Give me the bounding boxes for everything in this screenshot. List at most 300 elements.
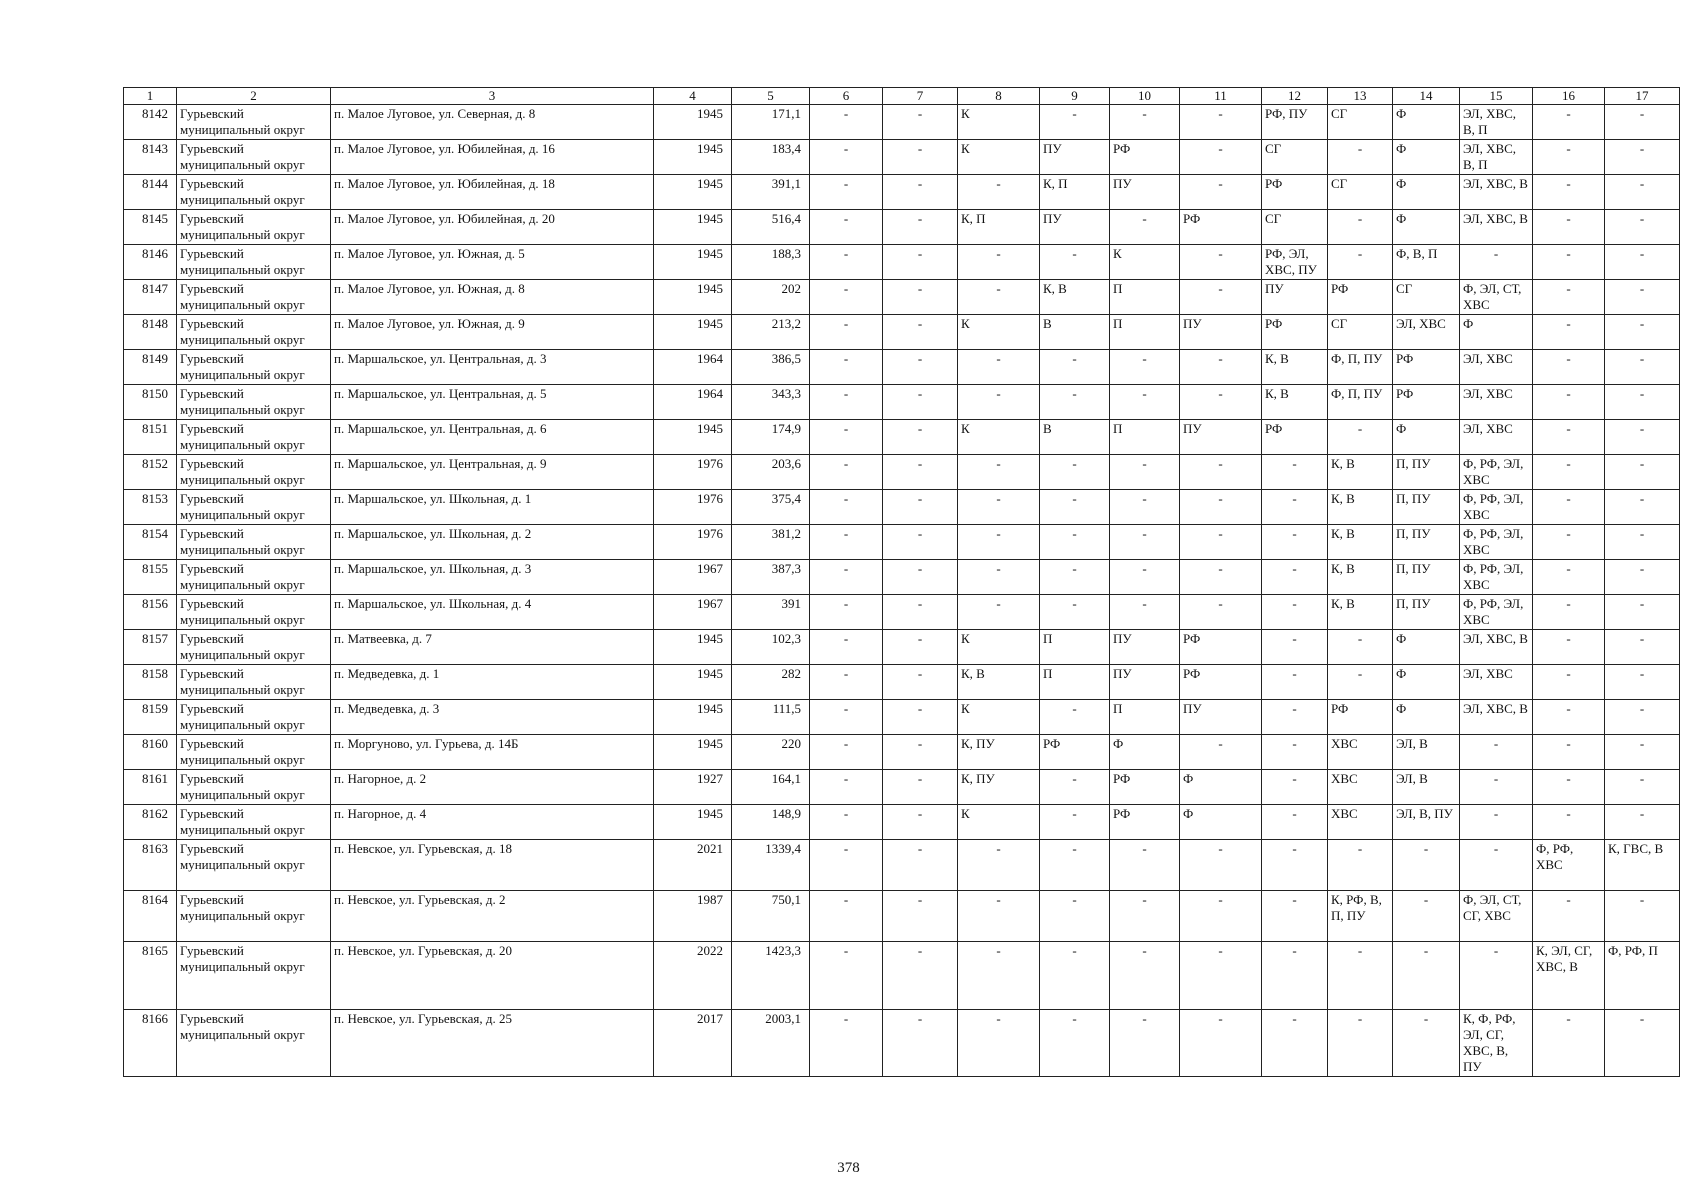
table-cell-col-13: - [1328, 1010, 1393, 1077]
table-body [124, 105, 1680, 1077]
table-cell-col-16: - [1533, 420, 1605, 455]
table-cell-col-12: ПУ [1262, 280, 1328, 315]
table-cell-col-14: ЭЛ, В [1393, 735, 1460, 770]
table-cell-col-14: ЭЛ, В, ПУ [1393, 805, 1460, 840]
table-row [124, 891, 1680, 942]
table-cell-col-17: - [1605, 891, 1680, 942]
table-cell-col-16: - [1533, 245, 1605, 280]
table-cell-col-17: - [1605, 770, 1680, 805]
table-cell-col-10: - [1110, 385, 1180, 420]
table-cell-col-11: - [1180, 385, 1262, 420]
table-cell-col-6: - [810, 560, 883, 595]
table-cell-col-10: П [1110, 700, 1180, 735]
table-cell-col-9: В [1040, 315, 1110, 350]
table-cell-col-16: Ф, РФ, ХВС [1533, 840, 1605, 891]
table-cell-col-17: - [1605, 210, 1680, 245]
table-cell-col-16: - [1533, 805, 1605, 840]
table-cell-col-2: Гурьевский муниципальный округ [177, 665, 331, 700]
table-cell-col-13: К, В [1328, 560, 1393, 595]
table-cell-col-10: ПУ [1110, 630, 1180, 665]
table-row [124, 490, 1680, 525]
table-cell-col-14: П, ПУ [1393, 490, 1460, 525]
table-cell-col-4: 1945 [654, 665, 732, 700]
table-cell-col-14: - [1393, 891, 1460, 942]
table-cell-col-14: РФ [1393, 385, 1460, 420]
table-header [124, 88, 1680, 105]
table-cell-col-8: - [958, 280, 1040, 315]
table-cell-col-1: 8153 [124, 490, 177, 525]
table-cell-col-13: РФ [1328, 280, 1393, 315]
table-cell-col-7: - [883, 245, 958, 280]
table-cell-col-3: п. Маршальское, ул. Центральная, д. 9 [331, 455, 654, 490]
table-cell-col-8: К [958, 315, 1040, 350]
table-cell-col-15: - [1460, 942, 1533, 1010]
table-cell-col-4: 1945 [654, 210, 732, 245]
table-cell-col-3: п. Моргуново, ул. Гурьева, д. 14Б [331, 735, 654, 770]
table-cell-col-9: - [1040, 105, 1110, 140]
table-cell-col-5: 343,3 [732, 385, 810, 420]
table-cell-col-1: 8147 [124, 280, 177, 315]
table-cell-col-4: 1964 [654, 385, 732, 420]
table-cell-col-1: 8150 [124, 385, 177, 420]
table-cell-col-15: ЭЛ, ХВС [1460, 385, 1533, 420]
column-header-6: 6 [810, 88, 883, 105]
table-cell-col-8: К [958, 805, 1040, 840]
table-cell-col-12: - [1262, 770, 1328, 805]
column-header-12: 12 [1262, 88, 1328, 105]
column-header-13: 13 [1328, 88, 1393, 105]
table-cell-col-16: К, ЭЛ, СГ, ХВС, В [1533, 942, 1605, 1010]
table-cell-col-15: К, Ф, РФ, ЭЛ, СГ, ХВС, В, ПУ [1460, 1010, 1533, 1077]
table-cell-col-11: РФ [1180, 210, 1262, 245]
table-cell-col-16: - [1533, 700, 1605, 735]
table-cell-col-7: - [883, 280, 958, 315]
table-cell-col-2: Гурьевский муниципальный округ [177, 245, 331, 280]
table-cell-col-8: К, ПУ [958, 735, 1040, 770]
table-cell-col-17: - [1605, 175, 1680, 210]
table-cell-col-10: ПУ [1110, 665, 1180, 700]
table-cell-col-8: - [958, 175, 1040, 210]
table-cell-col-13: ХВС [1328, 770, 1393, 805]
table-cell-col-12: РФ [1262, 315, 1328, 350]
table-cell-col-5: 387,3 [732, 560, 810, 595]
table-cell-col-12: - [1262, 840, 1328, 891]
table-cell-col-12: РФ [1262, 420, 1328, 455]
column-header-7: 7 [883, 88, 958, 105]
table-cell-col-9: К, В [1040, 280, 1110, 315]
table-cell-col-6: - [810, 385, 883, 420]
header-row [124, 88, 1680, 105]
table-cell-col-7: - [883, 735, 958, 770]
table-cell-col-10: РФ [1110, 770, 1180, 805]
table-cell-col-8: К [958, 420, 1040, 455]
table-cell-col-12: СГ [1262, 140, 1328, 175]
table-cell-col-10: - [1110, 1010, 1180, 1077]
table-cell-col-6: - [810, 210, 883, 245]
table-cell-col-16: - [1533, 630, 1605, 665]
table-cell-col-4: 1945 [654, 805, 732, 840]
table-cell-col-13: К, В [1328, 525, 1393, 560]
table-cell-col-10: - [1110, 210, 1180, 245]
table-cell-col-8: К [958, 630, 1040, 665]
table-cell-col-4: 1945 [654, 280, 732, 315]
table-cell-col-1: 8156 [124, 595, 177, 630]
table-cell-col-6: - [810, 630, 883, 665]
table-cell-col-9: - [1040, 891, 1110, 942]
table-cell-col-4: 1976 [654, 490, 732, 525]
table-cell-col-15: ЭЛ, ХВС, В [1460, 210, 1533, 245]
table-cell-col-13: - [1328, 665, 1393, 700]
table-cell-col-7: - [883, 942, 958, 1010]
table-cell-col-1: 8152 [124, 455, 177, 490]
data-table [123, 87, 1680, 1077]
table-cell-col-8: - [958, 385, 1040, 420]
table-cell-col-10: - [1110, 942, 1180, 1010]
table-cell-col-1: 8143 [124, 140, 177, 175]
table-cell-col-15: ЭЛ, ХВС [1460, 665, 1533, 700]
table-row [124, 105, 1680, 140]
table-cell-col-9: - [1040, 490, 1110, 525]
table-cell-col-13: К, В [1328, 455, 1393, 490]
table-cell-col-9: - [1040, 385, 1110, 420]
table-cell-col-2: Гурьевский муниципальный округ [177, 942, 331, 1010]
table-cell-col-17: - [1605, 105, 1680, 140]
table-cell-col-17: - [1605, 595, 1680, 630]
table-cell-col-1: 8144 [124, 175, 177, 210]
table-cell-col-10: П [1110, 420, 1180, 455]
table-cell-col-9: П [1040, 630, 1110, 665]
table-cell-col-5: 381,2 [732, 525, 810, 560]
table-cell-col-13: Ф, П, ПУ [1328, 385, 1393, 420]
table-cell-col-2: Гурьевский муниципальный округ [177, 630, 331, 665]
table-cell-col-1: 8161 [124, 770, 177, 805]
table-cell-col-7: - [883, 595, 958, 630]
table-cell-col-17: Ф, РФ, П [1605, 942, 1680, 1010]
table-cell-col-10: - [1110, 560, 1180, 595]
table-cell-col-4: 2017 [654, 1010, 732, 1077]
table-cell-col-4: 1945 [654, 700, 732, 735]
table-cell-col-15: Ф, ЭЛ, СТ, СГ, ХВС [1460, 891, 1533, 942]
table-cell-col-11: - [1180, 245, 1262, 280]
table-cell-col-16: - [1533, 210, 1605, 245]
table-row [124, 840, 1680, 891]
column-header-14: 14 [1393, 88, 1460, 105]
table-cell-col-4: 1945 [654, 245, 732, 280]
table-cell-col-8: К [958, 140, 1040, 175]
table-cell-col-7: - [883, 420, 958, 455]
table-cell-col-2: Гурьевский муниципальный округ [177, 175, 331, 210]
table-cell-col-2: Гурьевский муниципальный округ [177, 490, 331, 525]
page-number: 378 [837, 1160, 860, 1176]
table-cell-col-1: 8162 [124, 805, 177, 840]
table-cell-col-3: п. Медведевка, д. 3 [331, 700, 654, 735]
table-cell-col-15: ЭЛ, ХВС, В [1460, 630, 1533, 665]
table-cell-col-14: Ф [1393, 665, 1460, 700]
table-cell-col-2: Гурьевский муниципальный округ [177, 315, 331, 350]
table-cell-col-11: - [1180, 525, 1262, 560]
table-cell-col-5: 2003,1 [732, 1010, 810, 1077]
table-cell-col-7: - [883, 315, 958, 350]
table-cell-col-17: - [1605, 525, 1680, 560]
table-cell-col-3: п. Нагорное, д. 4 [331, 805, 654, 840]
table-cell-col-2: Гурьевский муниципальный округ [177, 525, 331, 560]
table-cell-col-6: - [810, 665, 883, 700]
table-cell-col-17: - [1605, 455, 1680, 490]
table-cell-col-15: Ф, РФ, ЭЛ, ХВС [1460, 490, 1533, 525]
table-cell-col-9: РФ [1040, 735, 1110, 770]
column-header-1: 1 [124, 88, 177, 105]
column-header-2: 2 [177, 88, 331, 105]
table-cell-col-10: П [1110, 280, 1180, 315]
table-cell-col-13: К, В [1328, 490, 1393, 525]
table-cell-col-14: Ф [1393, 700, 1460, 735]
table-cell-col-8: - [958, 560, 1040, 595]
table-cell-col-5: 516,4 [732, 210, 810, 245]
table-cell-col-10: РФ [1110, 805, 1180, 840]
table-cell-col-1: 8154 [124, 525, 177, 560]
table-cell-col-6: - [810, 805, 883, 840]
table-cell-col-6: - [810, 140, 883, 175]
table-cell-col-16: - [1533, 315, 1605, 350]
table-cell-col-3: п. Малое Луговое, ул. Юбилейная, д. 20 [331, 210, 654, 245]
table-cell-col-7: - [883, 140, 958, 175]
table-cell-col-8: - [958, 1010, 1040, 1077]
table-cell-col-17: - [1605, 490, 1680, 525]
table-cell-col-17: - [1605, 280, 1680, 315]
table-row [124, 455, 1680, 490]
table-cell-col-2: Гурьевский муниципальный округ [177, 420, 331, 455]
table-cell-col-3: п. Маршальское, ул. Школьная, д. 4 [331, 595, 654, 630]
table-cell-col-14: П, ПУ [1393, 560, 1460, 595]
table-cell-col-16: - [1533, 105, 1605, 140]
table-cell-col-4: 1945 [654, 315, 732, 350]
table-cell-col-8: К, ПУ [958, 770, 1040, 805]
table-cell-col-9: - [1040, 942, 1110, 1010]
table-cell-col-15: Ф, РФ, ЭЛ, ХВС [1460, 525, 1533, 560]
table-row [124, 942, 1680, 1010]
table-cell-col-12: - [1262, 525, 1328, 560]
table-cell-col-6: - [810, 840, 883, 891]
table-cell-col-7: - [883, 560, 958, 595]
table-cell-col-4: 1945 [654, 105, 732, 140]
table-cell-col-14: Ф [1393, 420, 1460, 455]
table-cell-col-8: К, В [958, 665, 1040, 700]
table-cell-col-13: ХВС [1328, 805, 1393, 840]
table-cell-col-1: 8160 [124, 735, 177, 770]
table-cell-col-16: - [1533, 735, 1605, 770]
table-cell-col-1: 8159 [124, 700, 177, 735]
table-cell-col-17: - [1605, 735, 1680, 770]
table-cell-col-16: - [1533, 385, 1605, 420]
table-cell-col-12: РФ, ЭЛ, ХВС, ПУ [1262, 245, 1328, 280]
table-cell-col-12: - [1262, 700, 1328, 735]
table-cell-col-1: 8155 [124, 560, 177, 595]
table-cell-col-7: - [883, 175, 958, 210]
table-cell-col-5: 282 [732, 665, 810, 700]
table-cell-col-16: - [1533, 280, 1605, 315]
column-header-4: 4 [654, 88, 732, 105]
table-cell-col-3: п. Медведевка, д. 1 [331, 665, 654, 700]
table-cell-col-7: - [883, 105, 958, 140]
table-cell-col-6: - [810, 105, 883, 140]
table-cell-col-15: - [1460, 735, 1533, 770]
table-cell-col-11: РФ [1180, 665, 1262, 700]
table-cell-col-13: - [1328, 245, 1393, 280]
table-cell-col-2: Гурьевский муниципальный округ [177, 735, 331, 770]
table-cell-col-2: Гурьевский муниципальный округ [177, 140, 331, 175]
table-cell-col-13: - [1328, 140, 1393, 175]
table-cell-col-1: 8166 [124, 1010, 177, 1077]
table-cell-col-12: К, В [1262, 385, 1328, 420]
table-cell-col-1: 8149 [124, 350, 177, 385]
table-cell-col-5: 188,3 [732, 245, 810, 280]
table-cell-col-17: - [1605, 560, 1680, 595]
table-cell-col-4: 1967 [654, 595, 732, 630]
table-cell-col-2: Гурьевский муниципальный округ [177, 891, 331, 942]
table-cell-col-13: - [1328, 840, 1393, 891]
table-cell-col-5: 164,1 [732, 770, 810, 805]
table-cell-col-7: - [883, 770, 958, 805]
table-cell-col-12: - [1262, 735, 1328, 770]
table-cell-col-13: ХВС [1328, 735, 1393, 770]
table-cell-col-10: - [1110, 525, 1180, 560]
table-row [124, 350, 1680, 385]
table-cell-col-14: П, ПУ [1393, 455, 1460, 490]
table-cell-col-3: п. Маршальское, ул. Школьная, д. 3 [331, 560, 654, 595]
table-cell-col-7: - [883, 665, 958, 700]
table-cell-col-11: - [1180, 105, 1262, 140]
table-cell-col-10: - [1110, 490, 1180, 525]
table-cell-col-14: - [1393, 1010, 1460, 1077]
table-cell-col-11: Ф [1180, 805, 1262, 840]
table-cell-col-1: 8158 [124, 665, 177, 700]
table-cell-col-17: - [1605, 385, 1680, 420]
table-cell-col-1: 8163 [124, 840, 177, 891]
table-cell-col-15: ЭЛ, ХВС, В [1460, 175, 1533, 210]
table-cell-col-5: 213,2 [732, 315, 810, 350]
table-row [124, 245, 1680, 280]
table-cell-col-6: - [810, 175, 883, 210]
table-cell-col-13: - [1328, 210, 1393, 245]
column-header-5: 5 [732, 88, 810, 105]
table-cell-col-7: - [883, 455, 958, 490]
table-cell-col-12: - [1262, 891, 1328, 942]
table-cell-col-3: п. Матвеевка, д. 7 [331, 630, 654, 665]
table-cell-col-15: Ф [1460, 315, 1533, 350]
table-cell-col-10: ПУ [1110, 175, 1180, 210]
table-cell-col-5: 386,5 [732, 350, 810, 385]
table-cell-col-14: Ф [1393, 175, 1460, 210]
table-cell-col-7: - [883, 210, 958, 245]
table-row [124, 175, 1680, 210]
table-cell-col-9: - [1040, 560, 1110, 595]
table-cell-col-13: - [1328, 630, 1393, 665]
table-cell-col-6: - [810, 315, 883, 350]
table-cell-col-6: - [810, 525, 883, 560]
column-header-15: 15 [1460, 88, 1533, 105]
table-cell-col-11: - [1180, 140, 1262, 175]
table-cell-col-7: - [883, 840, 958, 891]
table-cell-col-10: - [1110, 891, 1180, 942]
table-cell-col-4: 1945 [654, 630, 732, 665]
table-row [124, 770, 1680, 805]
table-cell-col-14: ЭЛ, ХВС [1393, 315, 1460, 350]
table-cell-col-10: - [1110, 350, 1180, 385]
table-cell-col-11: - [1180, 350, 1262, 385]
column-header-10: 10 [1110, 88, 1180, 105]
table-cell-col-7: - [883, 385, 958, 420]
table-cell-col-5: 174,9 [732, 420, 810, 455]
table-cell-col-14: РФ [1393, 350, 1460, 385]
table-cell-col-5: 202 [732, 280, 810, 315]
table-cell-col-3: п. Маршальское, ул. Школьная, д. 1 [331, 490, 654, 525]
table-cell-col-13: СГ [1328, 315, 1393, 350]
column-header-3: 3 [331, 88, 654, 105]
table-cell-col-11: Ф [1180, 770, 1262, 805]
table-cell-col-10: - [1110, 595, 1180, 630]
table-cell-col-12: - [1262, 630, 1328, 665]
table-cell-col-15: ЭЛ, ХВС, В, П [1460, 105, 1533, 140]
table-cell-col-14: П, ПУ [1393, 595, 1460, 630]
table-cell-col-17: - [1605, 805, 1680, 840]
table-cell-col-17: - [1605, 630, 1680, 665]
table-cell-col-1: 8157 [124, 630, 177, 665]
table-cell-col-11: - [1180, 560, 1262, 595]
table-cell-col-12: - [1262, 805, 1328, 840]
table-cell-col-6: - [810, 1010, 883, 1077]
table-cell-col-5: 148,9 [732, 805, 810, 840]
table-row [124, 560, 1680, 595]
table-cell-col-3: п. Малое Луговое, ул. Южная, д. 9 [331, 315, 654, 350]
table-cell-col-16: - [1533, 891, 1605, 942]
table-cell-col-2: Гурьевский муниципальный округ [177, 350, 331, 385]
table-cell-col-17: - [1605, 420, 1680, 455]
table-cell-col-8: К [958, 700, 1040, 735]
table-cell-col-14: Ф [1393, 210, 1460, 245]
table-cell-col-10: К [1110, 245, 1180, 280]
table-cell-col-14: - [1393, 942, 1460, 1010]
table-cell-col-13: Ф, П, ПУ [1328, 350, 1393, 385]
table-cell-col-3: п. Малое Луговое, ул. Юбилейная, д. 18 [331, 175, 654, 210]
table-cell-col-7: - [883, 891, 958, 942]
table-cell-col-6: - [810, 735, 883, 770]
table-cell-col-8: - [958, 350, 1040, 385]
table-cell-col-6: - [810, 942, 883, 1010]
table-cell-col-9: ПУ [1040, 140, 1110, 175]
table-cell-col-2: Гурьевский муниципальный округ [177, 770, 331, 805]
table-row [124, 525, 1680, 560]
table-cell-col-17: - [1605, 315, 1680, 350]
table-cell-col-5: 111,5 [732, 700, 810, 735]
table-cell-col-14: ЭЛ, В [1393, 770, 1460, 805]
table-cell-col-10: - [1110, 840, 1180, 891]
column-header-9: 9 [1040, 88, 1110, 105]
table-cell-col-10: - [1110, 105, 1180, 140]
table-cell-col-1: 8165 [124, 942, 177, 1010]
table-cell-col-8: - [958, 840, 1040, 891]
table-cell-col-10: РФ [1110, 140, 1180, 175]
table-cell-col-17: - [1605, 1010, 1680, 1077]
column-header-8: 8 [958, 88, 1040, 105]
table-cell-col-11: РФ [1180, 630, 1262, 665]
table-cell-col-4: 1976 [654, 455, 732, 490]
table-cell-col-9: - [1040, 350, 1110, 385]
table-row [124, 735, 1680, 770]
table-cell-col-15: Ф, ЭЛ, СТ, ХВС [1460, 280, 1533, 315]
table-cell-col-15: ЭЛ, ХВС [1460, 420, 1533, 455]
table-cell-col-11: - [1180, 490, 1262, 525]
table-cell-col-14: Ф [1393, 105, 1460, 140]
